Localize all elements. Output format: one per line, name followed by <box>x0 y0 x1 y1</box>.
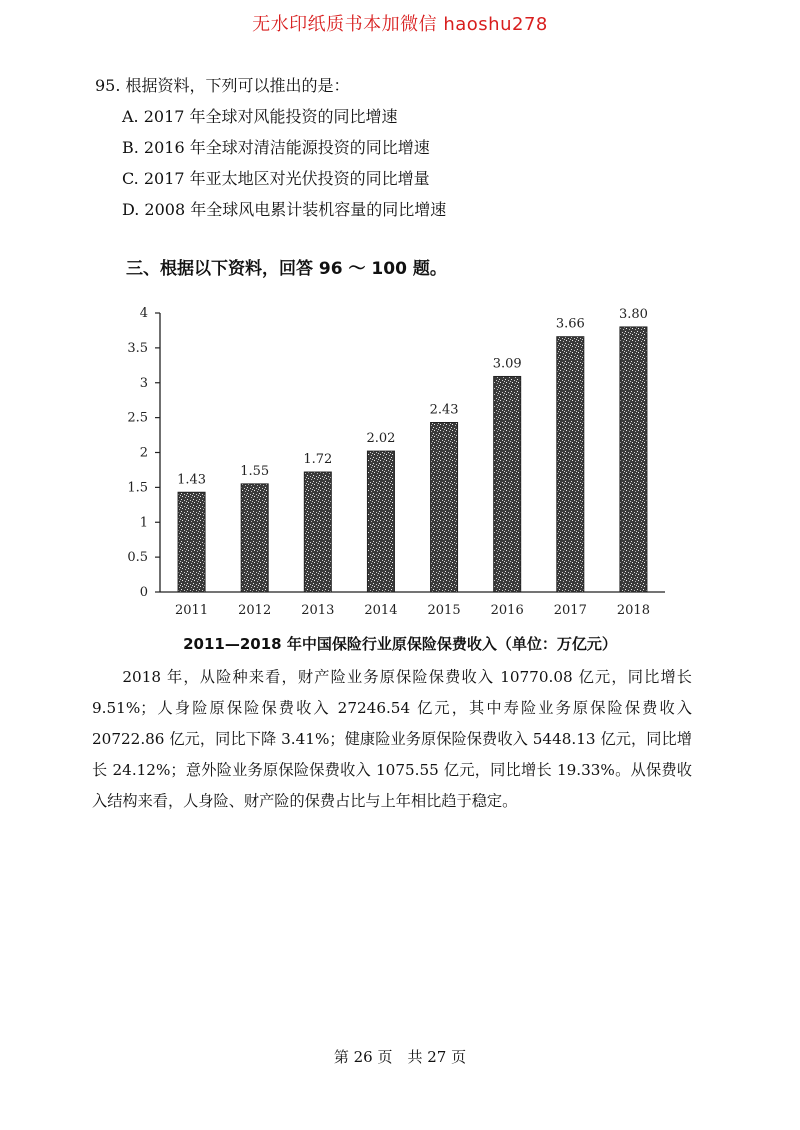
y-tick-label: 3.5 <box>127 340 148 356</box>
bar-2015 <box>431 423 458 592</box>
x-tick-label-2014: 2014 <box>364 603 398 618</box>
bar-2018 <box>620 327 647 592</box>
section-heading: 三、根据以下资料，回答 96 ～ 100 题。 <box>126 259 447 279</box>
y-tick-label: 0.5 <box>127 550 148 566</box>
y-tick-label: 1.5 <box>127 480 148 496</box>
x-tick-label-2015: 2015 <box>427 603 461 618</box>
bar-2011 <box>178 492 205 592</box>
data-label-2017: 3.66 <box>555 316 585 332</box>
data-label-2016: 3.09 <box>492 356 522 372</box>
bar-2014 <box>367 451 394 592</box>
option-a[interactable]: A. 2017 年全球对风能投资的同比增速 <box>122 107 398 126</box>
bar-chart <box>120 300 680 625</box>
question-stem: 95. 根据资料，下列可以推出的是： <box>95 76 350 95</box>
data-label-2014: 2.02 <box>366 431 396 447</box>
y-tick-label: 1 <box>139 515 148 531</box>
y-tick-label: 0 <box>139 585 148 600</box>
data-label-2011: 1.43 <box>177 472 207 488</box>
question-95 <box>95 70 446 225</box>
x-tick-label-2016: 2016 <box>490 603 524 618</box>
x-tick-label-2017: 2017 <box>553 603 587 618</box>
data-label-2015: 2.43 <box>429 402 459 418</box>
bar-2012 <box>241 484 268 592</box>
data-label-2018: 3.80 <box>618 306 648 322</box>
watermark-text: 无水印纸质书本加微信 haoshu278 <box>252 14 548 35</box>
x-tick-label-2013: 2013 <box>301 603 335 618</box>
x-tick-label-2012: 2012 <box>238 603 272 618</box>
x-tick-label-2011: 2011 <box>175 603 209 618</box>
data-paragraph: 2018 年，从险种来看，财产险业务原保险保费收入 10770.08 亿元，同比增长 9.51%；人身险原保险保费收入 27246.54 亿元，其中寿险业务原保险保费收入 20722.86 亿元，同比下降 3.41%；健康险业务原保险保费收入 5448.13 亿元，同比增长 24.12%；意外险业务原保险保费收入 1075.55 亿元，同比增长 19.33%。从保费收入结构来看，人身险、财产险的保费占比与上年相比趋于稳定。 <box>92 668 692 810</box>
y-tick-label: 2 <box>139 445 148 461</box>
option-b[interactable]: B. 2016 年全球对清洁能源投资的同比增速 <box>122 138 430 157</box>
chart-caption: 2011—2018 年中国保险行业原保险保费收入（单位：万亿元） <box>183 635 617 653</box>
y-tick-label: 3 <box>139 375 148 391</box>
option-c[interactable]: C. 2017 年亚太地区对光伏投资的同比增量 <box>122 169 430 188</box>
chart-bars <box>175 307 650 618</box>
y-tick-label: 4 <box>139 306 148 321</box>
bar-2013 <box>304 472 331 592</box>
bar-2017 <box>557 337 584 592</box>
data-label-2013: 1.72 <box>303 452 333 468</box>
option-d[interactable]: D. 2008 年全球风电累计装机容量的同比增速 <box>122 200 447 219</box>
bar-2016 <box>494 376 521 592</box>
y-tick-label: 2.5 <box>127 410 148 426</box>
x-tick-label-2018: 2018 <box>616 603 650 618</box>
chart-axes <box>127 306 665 600</box>
page-footer: 第 26 页 共 27 页 <box>333 1048 467 1066</box>
data-label-2012: 1.55 <box>240 463 270 479</box>
